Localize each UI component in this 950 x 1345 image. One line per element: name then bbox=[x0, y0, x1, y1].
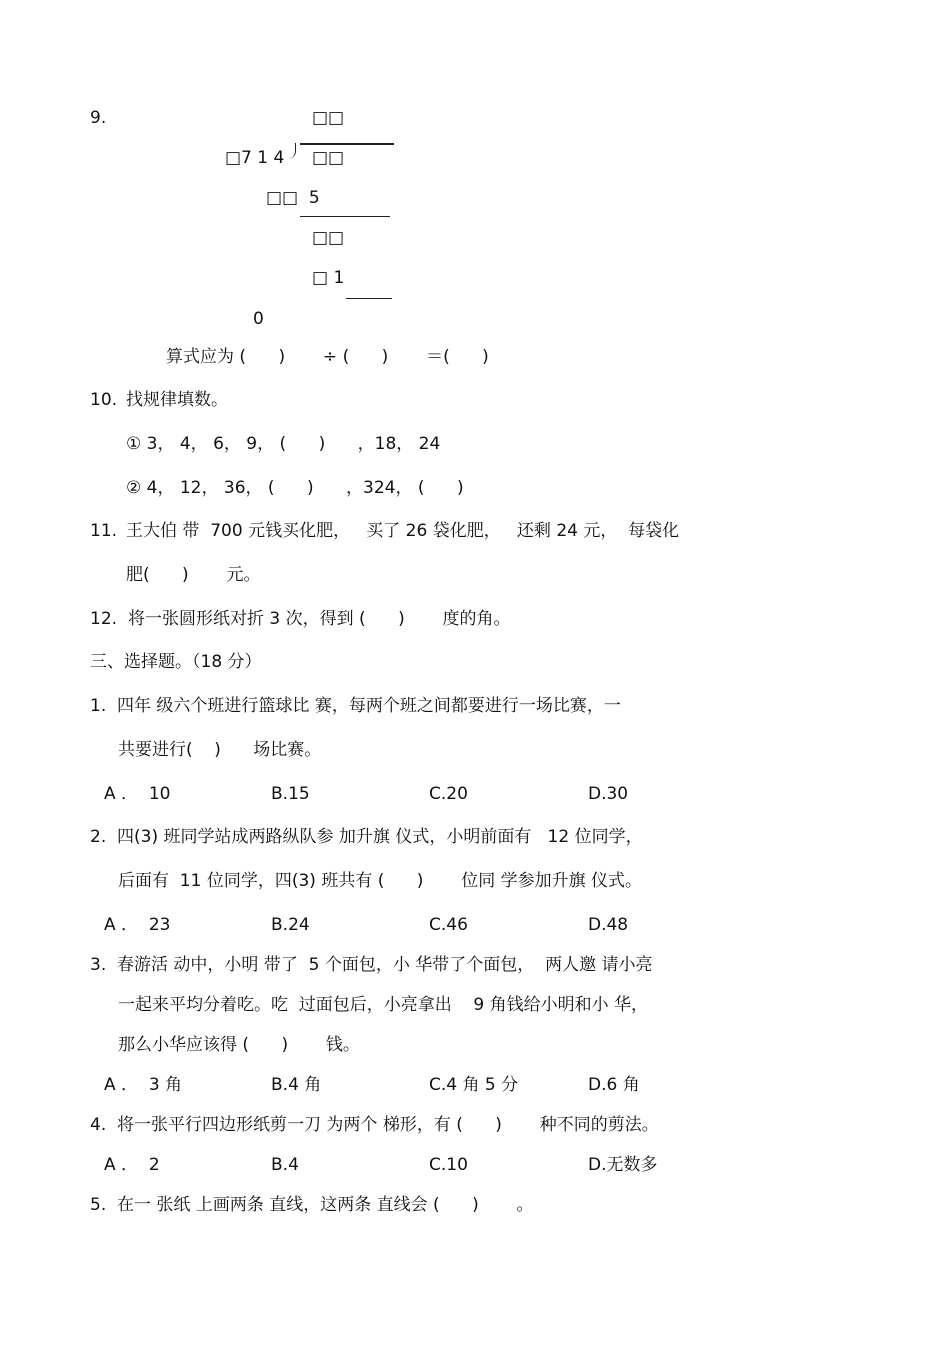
mc-2-option-c: C.46 bbox=[429, 915, 468, 935]
mc-5-line-1: 5. 在一 张纸 上画两条 直线，这两条 直线会 ( ) 。 bbox=[90, 1195, 534, 1215]
mc-4-line-1: 4. 将一张平行四边形纸剪一刀 为两个 梯形，有 ( ) 种不同的剪法。 bbox=[90, 1115, 659, 1135]
mc-1-option-c: C.20 bbox=[429, 784, 468, 804]
mc-3-option-b: B.4 角 bbox=[271, 1075, 322, 1095]
division-rule-1 bbox=[300, 216, 390, 217]
mc-1-option-a: A ． 10 bbox=[104, 784, 171, 804]
mc-3-line-2: 一起来平均分着吃。吃 过面包后，小亮拿出 9 角钱给小明和小 华， bbox=[118, 995, 649, 1015]
question-10-number: 10. bbox=[90, 390, 118, 410]
mc-2-option-d: D.48 bbox=[588, 915, 629, 935]
mc-2-option-b: B.24 bbox=[271, 915, 310, 935]
question-10-text: 找规律填数。 bbox=[126, 390, 228, 410]
question-11-number: 11. bbox=[90, 521, 118, 541]
mc-4-option-c: C.10 bbox=[429, 1155, 468, 1175]
mc-2-line-2: 后面有 11 位同学，四(3) 班共有 ( ) 位同 学参加升旗 仪式。 bbox=[118, 871, 643, 891]
division-quotient: □□ bbox=[312, 108, 345, 128]
mc-3-option-d: D.6 角 bbox=[588, 1075, 640, 1095]
question-9-formula: 算式应为 ( ) ÷ ( ) ＝( ) bbox=[166, 347, 489, 367]
division-bar bbox=[300, 143, 394, 145]
question-10-item-1: ① 3， 4， 6， 9， ( ) ，18， 24 bbox=[126, 434, 441, 454]
question-12-text: 将一张圆形纸对折 3 次，得到 ( ) 度的角。 bbox=[128, 609, 511, 629]
mc-4-option-a: A ． 2 bbox=[104, 1155, 160, 1175]
division-product-1: □□ 5 bbox=[266, 188, 320, 208]
division-rule-2 bbox=[346, 298, 392, 299]
division-bracket bbox=[285, 143, 296, 159]
division-product-2: □ 1 bbox=[312, 268, 345, 288]
mc-4-option-b: B.4 bbox=[271, 1155, 299, 1175]
division-remainder-1: □□ bbox=[312, 228, 345, 248]
mc-3-line-1: 3. 春游活 动中，小明 带了 5 个面包，小 华带了个面包， 两人邀 请小亮 bbox=[90, 955, 653, 975]
mc-3-line-3: 那么小华应该得 ( ) 钱。 bbox=[118, 1035, 360, 1055]
mc-1-line-2: 共要进行( ) 场比赛。 bbox=[118, 740, 322, 760]
mc-3-option-a: A ． 3 角 bbox=[104, 1075, 183, 1095]
division-final-remainder: 0 bbox=[253, 309, 264, 329]
mc-2-option-a: A ． 23 bbox=[104, 915, 171, 935]
division-dividend: □□ bbox=[312, 148, 345, 168]
mc-1-option-d: D.30 bbox=[588, 784, 629, 804]
question-12-number: 12. bbox=[90, 609, 118, 629]
mc-3-option-c: C.4 角 5 分 bbox=[429, 1075, 519, 1095]
question-9-number: 9. bbox=[90, 108, 107, 128]
mc-4-option-d: D.无数多 bbox=[588, 1155, 658, 1175]
mc-1-line-1: 1. 四年 级六个班进行篮球比 赛，每两个班之间都要进行一场比赛，一 bbox=[90, 696, 621, 716]
question-11-line-2: 肥( ) 元。 bbox=[126, 565, 261, 585]
mc-1-option-b: B.15 bbox=[271, 784, 310, 804]
division-divisor: □7 1 4 bbox=[225, 148, 285, 168]
question-10-item-2: ② 4， 12， 36， ( ) ，324， ( ) bbox=[126, 478, 464, 498]
section-3-heading: 三、选择题。（18 分） bbox=[90, 652, 262, 672]
mc-2-line-1: 2. 四(3) 班同学站成两路纵队参 加升旗 仪式，小明前面有 12 位同学， bbox=[90, 827, 643, 847]
question-11-line-1: 王大伯 带 700 元钱买化肥， 买了 26 袋化肥， 还剩 24 元， 每袋化 bbox=[126, 521, 680, 541]
